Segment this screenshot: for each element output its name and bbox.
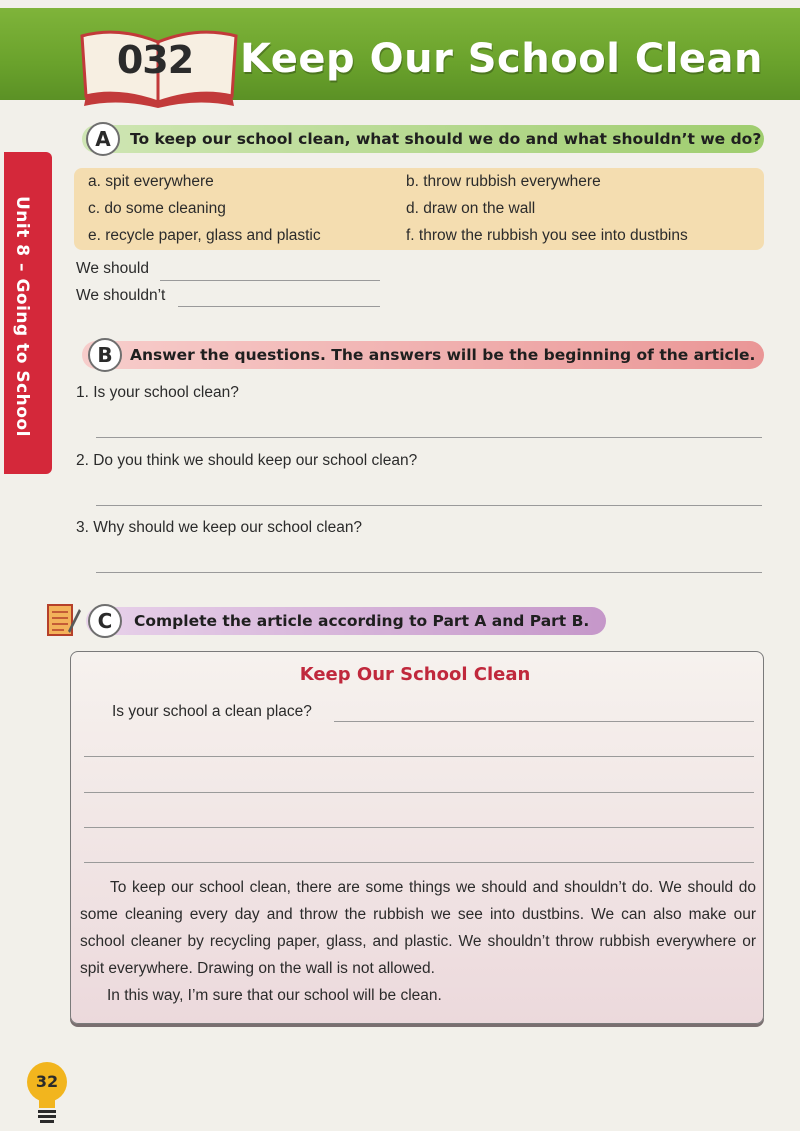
article-line-5[interactable] [84, 862, 754, 863]
lightbulb-icon [26, 1060, 68, 1126]
article-line-4[interactable] [84, 827, 754, 828]
article-paragraph-block [80, 874, 756, 1009]
unit-label: Unit 8 – Going to School [12, 196, 32, 437]
section-b-badge: B [88, 338, 122, 372]
article-closing: In this way, I’m sure that our school will be clean. [107, 987, 442, 1004]
question-3: 3. Why should we keep our school clean? [76, 519, 363, 536]
choice-b: b. throw rubbish everywhere [406, 173, 601, 190]
we-shouldnt-label: We shouldn’t [76, 287, 166, 304]
section-b-instruction: Answer the questions. The answers will be the beginning of the article. [82, 341, 764, 369]
article-opening-prompt: Is your school a clean place? [112, 703, 312, 720]
choice-a: a. spit everywhere [88, 173, 214, 190]
answer-line-1[interactable] [96, 437, 762, 438]
article-line-1[interactable] [334, 721, 754, 722]
section-a-badge: A [86, 122, 120, 156]
question-2: 2. Do you think we should keep our school clean? [76, 452, 418, 469]
article-title: Keep Our School Clean [299, 664, 531, 685]
section-c-instruction: Complete the article according to Part A and Part B. [86, 607, 606, 635]
choice-f: f. throw the rubbish you see into dustbins [406, 227, 688, 244]
section-c-badge: C [88, 604, 122, 638]
notebook-pencil-icon [46, 601, 82, 639]
answer-line-2[interactable] [96, 505, 762, 506]
we-shouldnt-answer-line[interactable] [178, 306, 380, 307]
question-1: 1. Is your school clean? [76, 384, 239, 401]
lesson-number: 032 [116, 38, 194, 82]
choice-d: d. draw on the wall [406, 200, 536, 217]
page-number: 32 [35, 1072, 59, 1091]
we-should-answer-line[interactable] [160, 280, 380, 281]
choice-e: e. recycle paper, glass and plastic [88, 227, 321, 244]
page-title: Keep Our School Clean [240, 36, 763, 82]
section-a-instruction: To keep our school clean, what should we do and what shouldn’t we do? [82, 125, 764, 153]
article-body: To keep our school clean, there are some things we should and shouldn’t do. We should do some cleaning every day and throw the rubbish we see into dustbins. We can also make our school cleaner by recycling paper, glass, and plastic. We shouldn’t throw rubbish everywhere or spit everywhere. Drawing on the wall is not allowed. [80, 879, 756, 977]
choice-c: c. do some cleaning [88, 200, 226, 217]
we-should-label: We should [76, 260, 149, 277]
answer-line-3[interactable] [96, 572, 762, 573]
article-line-3[interactable] [84, 792, 754, 793]
article-line-2[interactable] [84, 756, 754, 757]
